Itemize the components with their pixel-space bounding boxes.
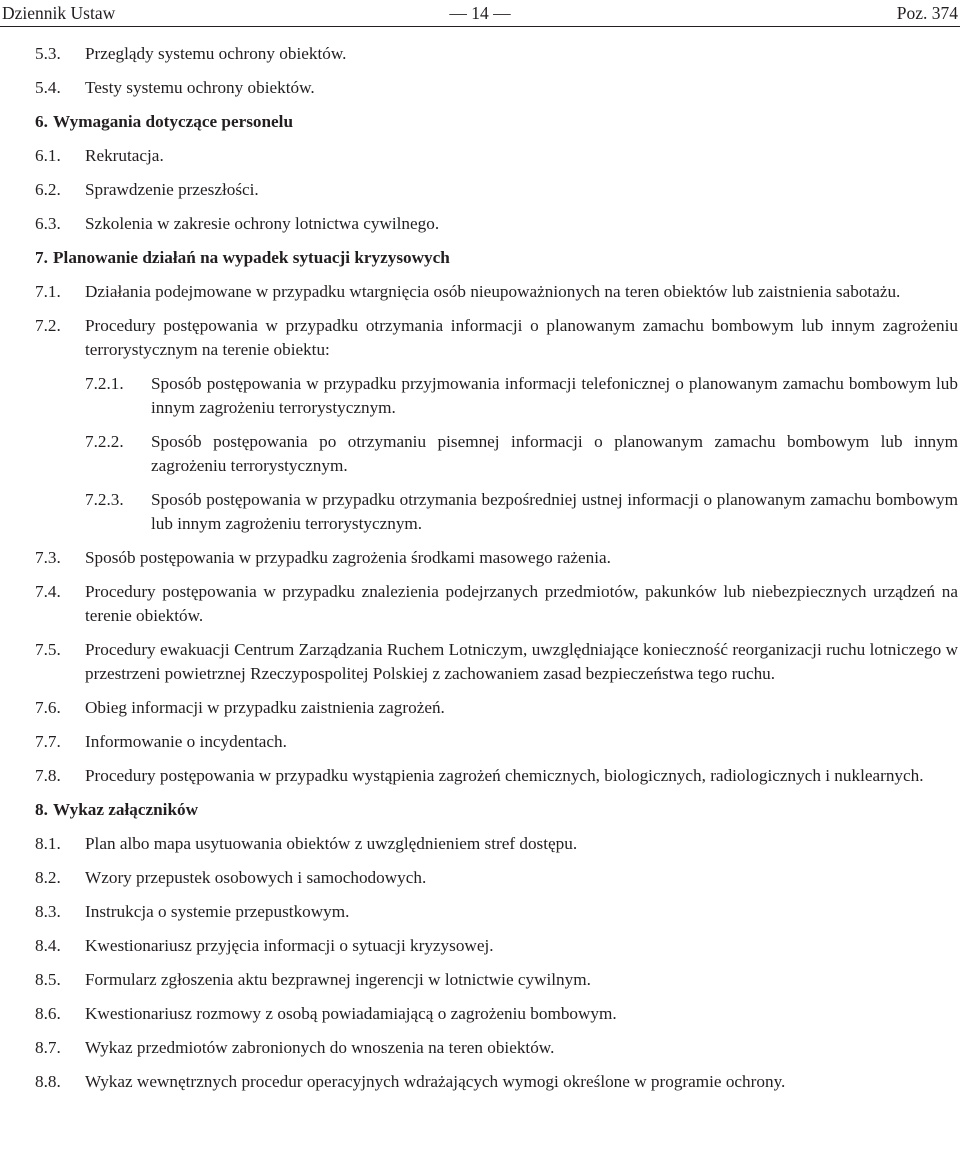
- section-item: [35, 1002, 958, 1026]
- section-heading: Wymagania dotyczące personelu: [53, 112, 294, 131]
- section-number: 8.: [35, 800, 48, 819]
- section-item: [35, 934, 958, 958]
- section-text: Obieg informacji w przypadku zaistnienia zagrożeń.: [85, 698, 445, 717]
- section-item: [35, 1036, 958, 1060]
- section-text: Przeglądy systemu ochrony obiektów.: [85, 44, 347, 63]
- section-text: Kwestionariusz rozmowy z osobą powiadamiającą o zagrożeniu bombowym.: [85, 1004, 617, 1023]
- section-item: [35, 110, 958, 134]
- position-number: Poz. 374: [896, 3, 958, 23]
- section-item: [35, 314, 958, 362]
- section-text: Procedury postępowania w przypadku otrzymania informacji o planowanym zamachu bombowym lub innym zagrożeniu terrorystycznym na terenie obiektu:: [85, 316, 958, 359]
- section-text: Sposób postępowania po otrzymaniu pisemnej informacji o planowanym zamachu bombowym lub innym zagrożeniu terrorystycznym.: [151, 432, 958, 475]
- section-number: 8.1.: [35, 834, 61, 853]
- section-number: 7.: [35, 248, 48, 267]
- section-text: Informowanie o incydentach.: [85, 732, 287, 751]
- section-number: 8.8.: [35, 1072, 61, 1091]
- section-number: 7.2.2.: [85, 432, 124, 451]
- section-number: 7.2.: [35, 316, 61, 335]
- section-number: 7.3.: [35, 548, 61, 567]
- section-number: 8.5.: [35, 970, 61, 989]
- section-item: [35, 696, 958, 720]
- section-number: 6.: [35, 112, 48, 131]
- section-text: Formularz zgłoszenia aktu bezprawnej ingerencji w lotnictwie cywilnym.: [85, 970, 591, 989]
- section-number: 8.4.: [35, 936, 61, 955]
- section-item: [35, 212, 958, 236]
- section-number: 5.4.: [35, 78, 61, 97]
- section-number: 7.5.: [35, 640, 61, 659]
- page-number: — 14 —: [449, 3, 511, 23]
- section-number: 5.3.: [35, 44, 61, 63]
- section-item: [35, 546, 958, 570]
- section-text: Szkolenia w zakresie ochrony lotnictwa cywilnego.: [85, 214, 440, 233]
- section-text: Wykaz wewnętrznych procedur operacyjnych wdrażających wymogi określone w programie ochrony.: [85, 1072, 786, 1091]
- section-number: 8.2.: [35, 868, 61, 887]
- document-content: [35, 42, 958, 1104]
- section-number: 8.7.: [35, 1038, 61, 1057]
- section-number: 7.6.: [35, 698, 61, 717]
- section-number: 6.3.: [35, 214, 61, 233]
- section-item: [85, 488, 958, 536]
- section-text: Instrukcja o systemie przepustkowym.: [85, 902, 350, 921]
- section-text: Kwestionariusz przyjęcia informacji o sytuacji kryzysowej.: [85, 936, 494, 955]
- section-item: [35, 968, 958, 992]
- section-item: [35, 730, 958, 754]
- section-number: 8.6.: [35, 1004, 61, 1023]
- section-text: Sposób postępowania w przypadku otrzymania bezpośredniej ustnej informacji o planowanym zamachu bombowym lub innym zagrożeniu terrorystycznym.: [151, 490, 958, 533]
- section-number: 7.4.: [35, 582, 61, 601]
- section-heading: Wykaz załączników: [53, 800, 199, 819]
- section-text: Procedury ewakuacji Centrum Zarządzania Ruchem Lotniczym, uwzględniające konieczność reorganizacji ruchu lotniczego w przestrzeni powietrznej Rzeczypospolitej Polskiej z zachowaniem zasad bezpieczeństwa tego ruchu.: [85, 640, 958, 683]
- section-text: Plan albo mapa usytuowania obiektów z uwzględnieniem stref dostępu.: [85, 834, 578, 853]
- section-number: 7.8.: [35, 766, 61, 785]
- section-item: [35, 246, 958, 270]
- section-item: [35, 42, 958, 66]
- section-item: [35, 76, 958, 100]
- section-item: [35, 798, 958, 822]
- section-number: 8.3.: [35, 902, 61, 921]
- section-number: 6.1.: [35, 146, 61, 165]
- section-text: Wykaz przedmiotów zabronionych do wnoszenia na teren obiektów.: [85, 1038, 555, 1057]
- section-number: 7.2.1.: [85, 374, 124, 393]
- section-item: [85, 430, 958, 478]
- section-text: Rekrutacja.: [85, 146, 164, 165]
- section-text: Testy systemu ochrony obiektów.: [85, 78, 315, 97]
- section-text: Procedury postępowania w przypadku wystąpienia zagrożeń chemicznych, biologicznych, radiologicznych i nuklearnych.: [85, 766, 924, 785]
- section-item: [85, 372, 958, 420]
- section-text: Wzory przepustek osobowych i samochodowych.: [85, 868, 427, 887]
- section-item: [35, 580, 958, 628]
- section-item: [35, 866, 958, 890]
- section-number: 7.2.3.: [85, 490, 124, 509]
- section-text: Sposób postępowania w przypadku przyjmowania informacji telefonicznej o planowanym zamachu bombowym lub innym zagrożeniu terrorystycznym.: [151, 374, 958, 417]
- section-text: Sprawdzenie przeszłości.: [85, 180, 259, 199]
- section-item: [35, 144, 958, 168]
- section-text: Sposób postępowania w przypadku zagrożenia środkami masowego rażenia.: [85, 548, 611, 567]
- section-text: Procedury postępowania w przypadku znalezienia podejrzanych przedmiotów, pakunków lub niebezpiecznych urządzeń na terenie obiektów.: [85, 582, 958, 625]
- section-heading: Planowanie działań na wypadek sytuacji kryzysowych: [53, 248, 450, 267]
- section-item: [35, 638, 958, 686]
- section-item: [35, 764, 958, 788]
- section-item: [35, 280, 958, 304]
- section-number: 7.7.: [35, 732, 61, 751]
- section-item: [35, 178, 958, 202]
- section-item: [35, 1070, 958, 1094]
- section-number: 6.2.: [35, 180, 61, 199]
- section-text: Działania podejmowane w przypadku wtargnięcia osób nieupoważnionych na teren obiektów lub zaistnienia sabotażu.: [85, 282, 901, 301]
- journal-title: Dziennik Ustaw: [2, 3, 116, 23]
- section-item: [35, 832, 958, 856]
- section-item: [35, 900, 958, 924]
- page-header: [0, 0, 960, 27]
- section-number: 7.1.: [35, 282, 61, 301]
